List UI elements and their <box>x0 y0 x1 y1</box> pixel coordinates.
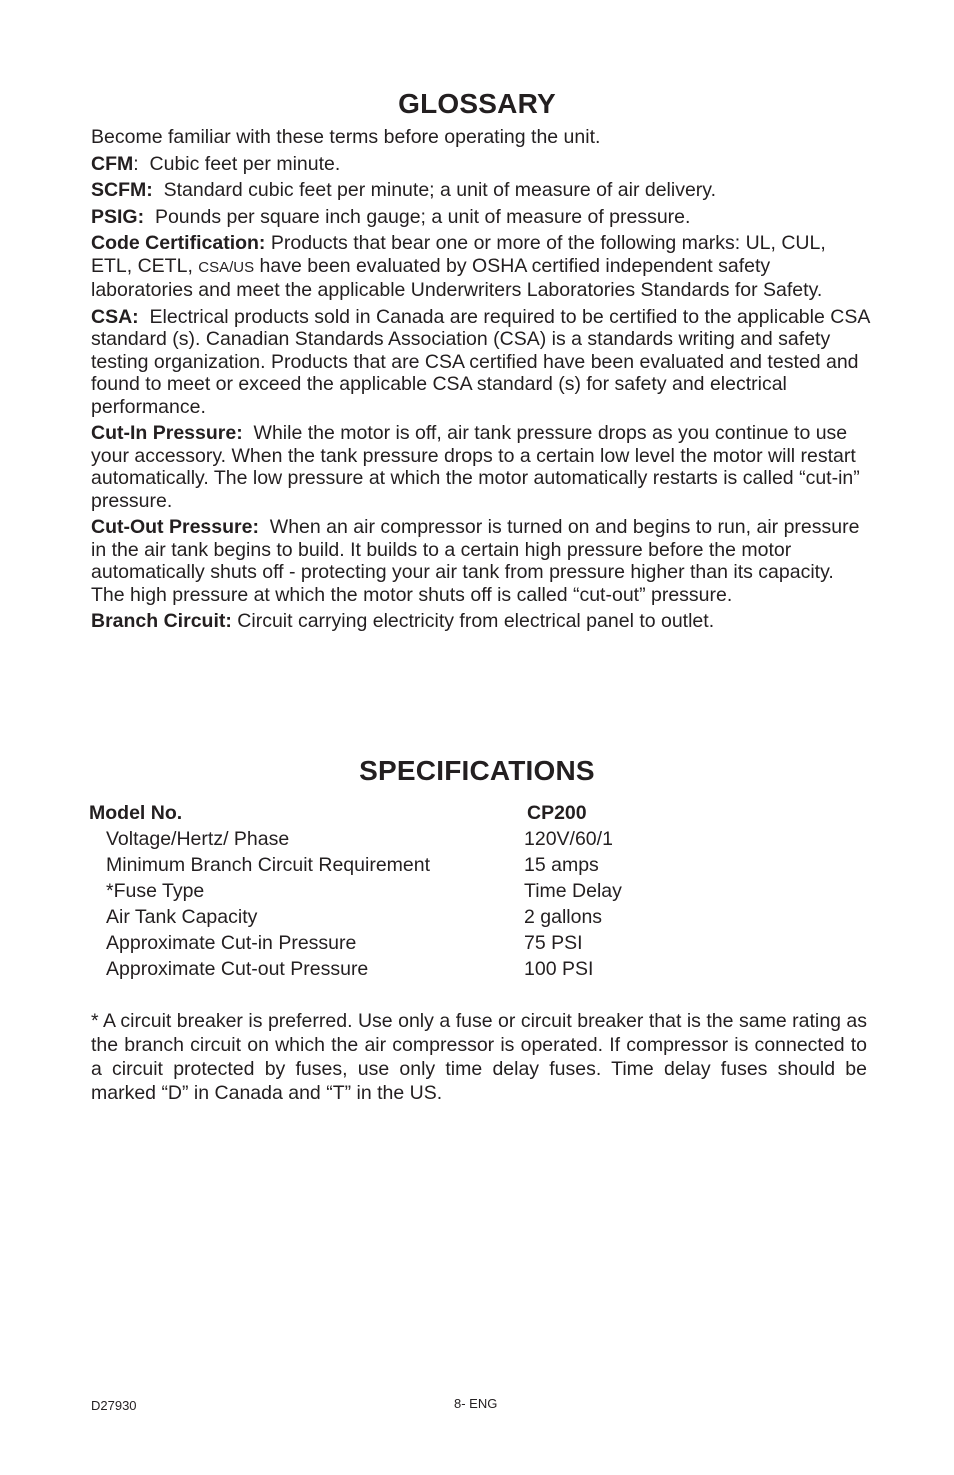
glossary-entry-cut-in-pressure <box>91 422 871 512</box>
glossary-definition: Pounds per square inch gauge; a unit of measure of pressure. <box>154 205 691 228</box>
spec-label: Approximate Cut-in Pressure <box>106 932 357 954</box>
glossary-entry-code-certification <box>91 232 871 302</box>
spec-label: Minimum Branch Circuit Requirement <box>106 854 431 876</box>
glossary-term: CSA: <box>91 305 139 328</box>
glossary-definition: Electrical products sold in Canada are required to be certified to the applicable CSA standard (s). Canadian Standards Association (CSA) is a standards writing and safety testing organization. Products that are CSA certified have been evaluated and tested and found to meet or exceed the applicable CSA standard (s) for safety and electrical performance. <box>91 305 870 418</box>
glossary-term: Branch Circuit: <box>91 610 232 632</box>
glossary-entry-scfm <box>91 179 871 202</box>
glossary-entry-csa <box>91 306 871 419</box>
fuse-footnote: * A circuit breaker is preferred. Use only a fuse or circuit breaker that is the same rating as the branch circuit on which the air compressor is operated. If compressor is connected to a circuit protected by fuses, use only time delay fuses. Time delay fuses should be marked “D” in Canada and “T” in the US. <box>91 1010 867 1104</box>
specifications-title: SPECIFICATIONS <box>359 755 595 786</box>
spec-header-model: CP200 <box>527 802 587 824</box>
spec-row <box>89 956 689 982</box>
glossary-title: GLOSSARY <box>398 88 556 119</box>
spec-label: Air Tank Capacity <box>106 906 258 928</box>
glossary-list <box>91 126 871 637</box>
spec-value: 15 amps <box>524 854 599 876</box>
glossary-entry-cut-out-pressure <box>91 516 871 606</box>
glossary-entry-cfm: CFM: Cubic feet per minute. <box>91 152 341 175</box>
glossary-definition: Products that bear one or more of the following marks: UL, CUL, ETL, CETL, <box>91 232 826 277</box>
specifications-table <box>89 800 689 982</box>
glossary-entry-branch-circuit <box>91 610 871 633</box>
page-number: 8- ENG <box>454 1396 498 1411</box>
spec-value: 120V/60/1 <box>524 828 613 850</box>
glossary-definition: Standard cubic feet per minute; a unit of measure of air delivery. <box>163 179 717 201</box>
spec-value: Time Delay <box>524 880 622 902</box>
glossary-definition: While the motor is off, air tank pressure drops as you continue to use your accessory. When the tank pressure drops to a certain low level the motor will restart automatically. The low pressure at which the motor automatically restarts is called “cut-in” pressure. <box>91 422 860 512</box>
spec-header-row <box>89 800 689 826</box>
glossary-definition: Cubic feet per minute. <box>149 152 341 175</box>
spec-header-label: Model No. <box>89 802 183 824</box>
glossary-term: PSIG: <box>91 205 145 228</box>
glossary-intro: Become familiar with these terms before operating the unit. <box>91 126 601 148</box>
spec-value: 75 PSI <box>524 932 583 954</box>
spec-value: 2 gallons <box>524 906 603 928</box>
spec-label: *Fuse Type <box>106 880 205 902</box>
spec-row <box>89 930 689 956</box>
spec-label: Approximate Cut-out Pressure <box>106 958 369 980</box>
glossary-definition: Circuit carrying electricity from electrical panel to outlet. <box>237 610 715 632</box>
spec-row <box>89 904 689 930</box>
glossary-term: SCFM: <box>91 179 153 201</box>
glossary-definition: When an air compressor is turned on and begins to run, air pressure in the air tank begins to build. It builds to a certain high pressure before the motor automatically shuts off - protecting your air tank from pressure higher than its capacity. The high pressure at which the motor shuts off is called “cut-out” pressure. <box>91 516 860 606</box>
glossary-term: Code Certification: <box>91 232 266 254</box>
glossary-term: Cut-In Pressure: <box>91 422 243 444</box>
glossary-entry-psig <box>91 206 871 229</box>
spec-row <box>89 852 689 878</box>
spec-row <box>89 826 689 852</box>
glossary-term: CFM <box>91 152 134 175</box>
spec-row <box>89 878 689 904</box>
csa-us-mark: CSA/US <box>198 258 255 276</box>
spec-label: Voltage/Hertz/ Phase <box>106 828 290 850</box>
glossary-term: Cut-Out Pressure: <box>91 516 259 538</box>
document-code: D27930 <box>91 1398 137 1413</box>
glossary-definition-cont: have been evaluated by OSHA certified independent safety laboratories and meet the applicable Underwriters Laboratories Standards for Safety. <box>91 254 823 301</box>
spec-value: 100 PSI <box>524 958 594 980</box>
